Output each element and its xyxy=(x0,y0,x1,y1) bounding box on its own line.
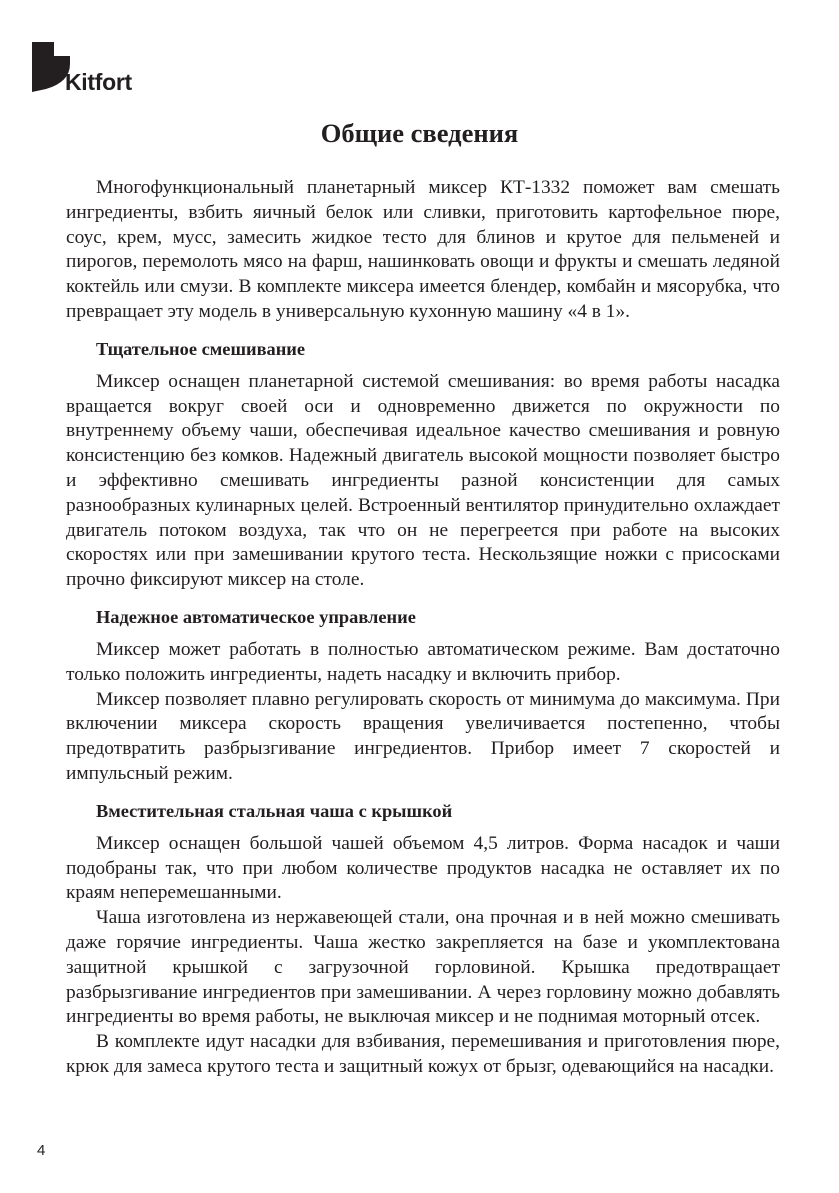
page-number: 4 xyxy=(37,1142,46,1159)
section-bowl-paragraph-2: Чаша изготовлена из нержавеющей стали, она прочная и в ней можно смешивать даже горячие ингредиенты. Чаша жестко закрепляется на базе и укомплектована защитной крышкой с загрузочной горловиной. Крышка предотвращает разбрызгивание ингредиентов при замешивании. А через горловину можно добавлять ингредиенты во время работы, не выключая миксер и не поднимая моторный отсек. xyxy=(66,907,780,1028)
section-control-paragraph-1: Миксер может работать в полностью автоматическом режиме. Вам достаточно только положить ингредиенты, надеть насадку и включить прибор. xyxy=(66,638,780,685)
section-control-paragraph-2: Миксер позволяет плавно регулировать скорость от минимума до максимума. При включении миксера скорость вращения увеличивается постепенно, чтобы предотвратить разбрызгивание ингредиентов. Прибор имеет 7 скоростей и импульсный режим. xyxy=(66,688,780,784)
intro-paragraph: Многофункциональный планетарный миксер КТ-1332 поможет вам смешать ингредиенты, взбить яичный белок или сливки, приготовить картофельное пюре, соус, крем, мусс, замесить жидкое тесто для блинов и крутое для пельменей и пирогов, перемолоть мясо на фарш, нашинковать овощи и фрукты и смешать ледяной коктейль или смузи. В комплекте миксера имеется блендер, комбайн и мясорубка, что превращает эту модель в универсальную кухонную машину «4 в 1». xyxy=(66,177,780,322)
kitfort-logo xyxy=(32,42,152,98)
section-heading-control: Надежное автоматическое управление xyxy=(96,606,416,627)
section-bowl-paragraph-3: В комплекте идут насадки для взбивания, перемешивания и приготовления пюре, крюк для замеса крутого теста и защитный кожух от брызг, одевающийся на насадки. xyxy=(66,1031,780,1077)
section-mixing-paragraph: Миксер оснащен планетарной системой смешивания: во время работы насадка вращается вокруг своей оси и одновременно движется по окружности по внутреннему объему чаши, обеспечивая идеальное качество смешивания и ровную консистенцию без комков. Надежный двигатель высокой мощности позволяет быстро и эффективно смешивать ингредиенты разной консистенции для самых разнообразных кулинарных целей. Встроенный вентилятор принудительно охлаждает двигатель потоком воздуха, так что он не перегреется при работе на высоких скоростях или при замешивании крутого теста. Нескользящие ножки с присосками прочно фиксируют миксер на столе. xyxy=(66,370,780,591)
section-bowl-paragraph-1: Миксер оснащен большой чашей объемом 4,5 литров. Форма насадок и чаши подобраны так, что при любом количестве продуктов насадка не оставляет их по краям неперемешанными. xyxy=(66,832,780,904)
document-body xyxy=(66,176,780,1080)
section-heading-mixing: Тщательное смешивание xyxy=(96,338,306,359)
section-heading-bowl: Вместительная стальная чаша с крышкой xyxy=(96,800,453,821)
brand-name: Kitfort xyxy=(65,69,132,95)
page-title: Общие сведения xyxy=(320,118,519,148)
